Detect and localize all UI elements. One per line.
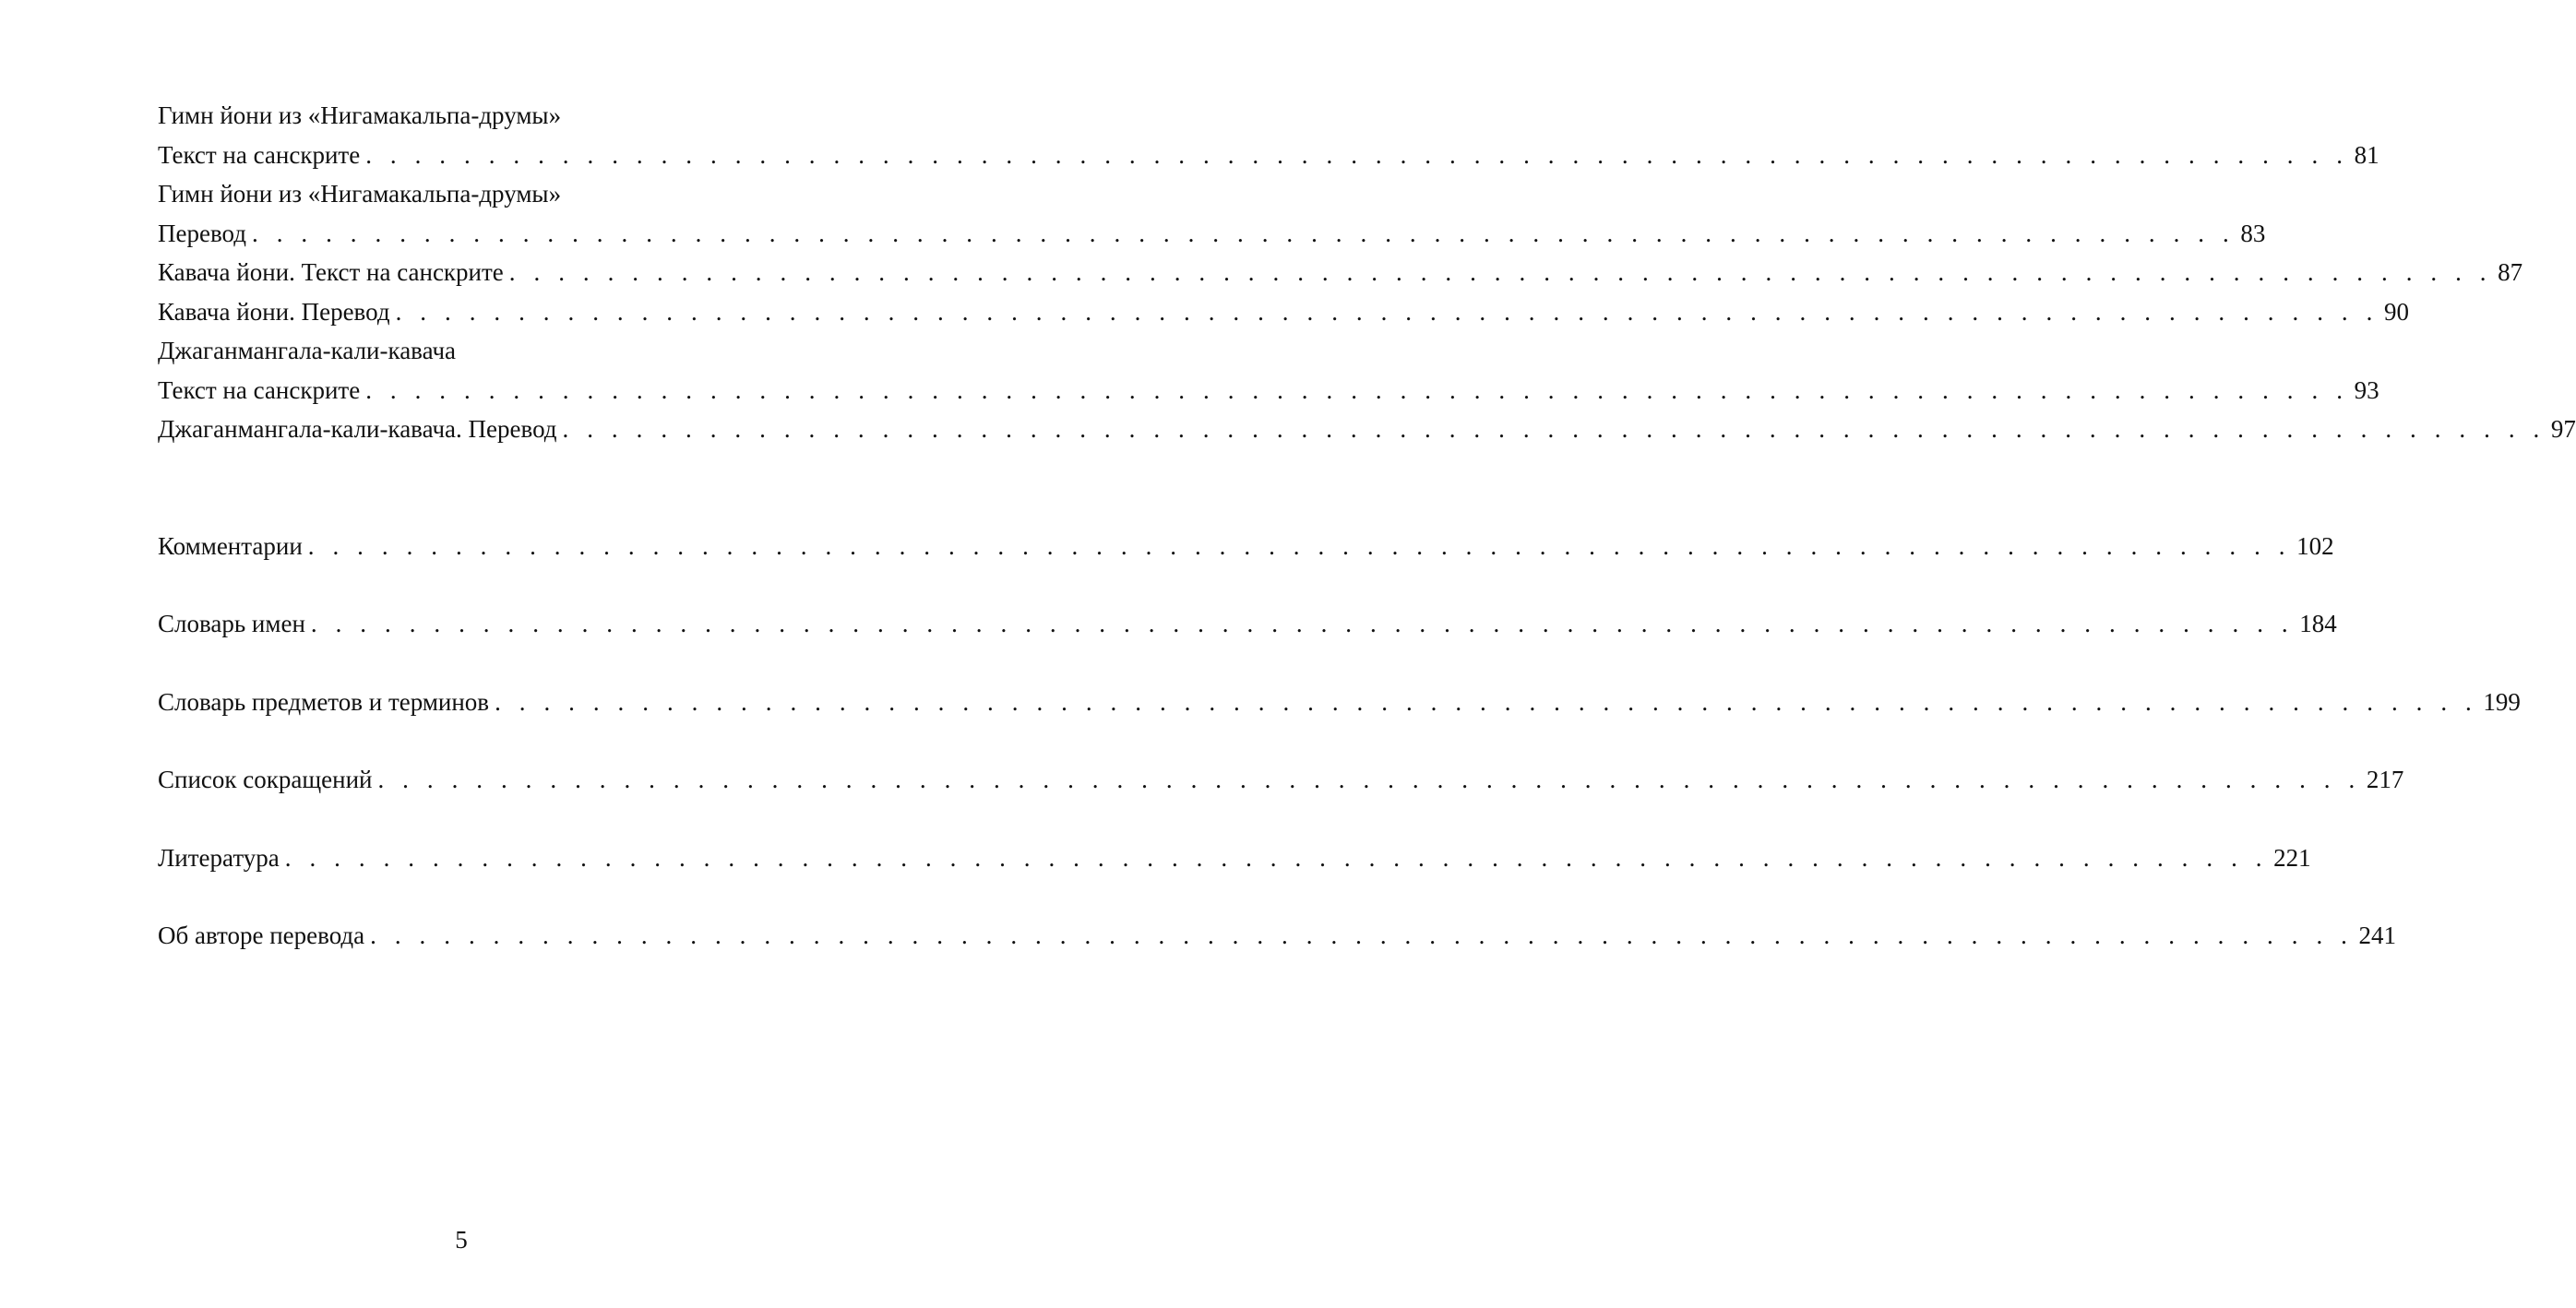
toc-entry-page: 83: [2240, 219, 2266, 247]
toc-entry-page: 184: [2299, 610, 2337, 637]
toc-entry-page: 199: [2483, 687, 2521, 716]
dot-leader: . . . . . . . . . . . . . . . . . . . . . . . . . . . . . . . . . . . . . . . . . . . . . . . . . . . . . . . . . . . . . . . . . . . . . . . . . . . . . . . . .: [395, 297, 2379, 326]
entry-gap: [158, 644, 796, 683]
table-of-contents: [158, 96, 2576, 956]
toc-heading: Джаганмангала-кали-кавача: [158, 337, 457, 364]
toc-entry-title: Комментарии: [158, 531, 303, 560]
toc-entry[interactable]: [158, 214, 2266, 254]
toc-entry[interactable]: [158, 253, 2523, 292]
toc-entry[interactable]: [158, 683, 2521, 722]
dot-leader: . . . . . . . . . . . . . . . . . . . . . . . . . . . . . . . . . . . . . . . . . . . . . . . . . . . . . . . . . . . . . . . . . . . . . . . . . . . . . . . . .: [562, 415, 2546, 443]
toc-entry-title: Текст на санскрите: [158, 375, 361, 404]
toc-entry[interactable]: [158, 136, 2379, 175]
toc-entry-page: 90: [2383, 297, 2409, 326]
toc-entry-title: Кавача йони. Перевод: [158, 297, 390, 326]
dot-leader: . . . . . . . . . . . . . . . . . . . . . . . . . . . . . . . . . . . . . . . . . . . . . . . . . . . . . . . . . . . . . . . . . . . . . . . . . . . . . . . . .: [252, 219, 2236, 247]
page-number: 5: [455, 1226, 468, 1254]
dot-leader: . . . . . . . . . . . . . . . . . . . . . . . . . . . . . . . . . . . . . . . . . . . . . . . . . . . . . . . . . . . . . . . . . . . . . . . . . . . . . . . . .: [377, 766, 2361, 793]
toc-entry-page: 93: [2354, 375, 2379, 404]
toc-entry-title: Словарь предметов и терминов: [158, 687, 490, 716]
entry-gap: [158, 565, 796, 604]
toc-entry-title: Текст на санскрите: [158, 140, 361, 169]
toc-entry-title: Литература: [158, 843, 280, 872]
toc-entry-page: 221: [2273, 843, 2311, 872]
toc-entry[interactable]: [158, 760, 2404, 800]
entry-gap: [158, 721, 796, 760]
toc-entry-title: Джаганмангала-кали-кавача. Перевод: [158, 415, 557, 443]
dot-leader: . . . . . . . . . . . . . . . . . . . . . . . . . . . . . . . . . . . . . . . . . . . . . . . . . . . . . . . . . . . . . . . . . . . . . . . . . . . . . . . . .: [307, 531, 2292, 560]
toc-entry[interactable]: [158, 838, 2311, 878]
toc-entry[interactable]: [158, 410, 2576, 449]
toc-entry[interactable]: [158, 371, 2379, 410]
toc-entry-title: Об авторе перевода: [158, 922, 365, 949]
section-gap: [158, 449, 796, 527]
toc-entry-title: Список сокращений: [158, 766, 373, 793]
toc-entry[interactable]: [158, 292, 2409, 332]
toc-entry-title: Словарь имен: [158, 610, 305, 637]
dot-leader: . . . . . . . . . . . . . . . . . . . . . . . . . . . . . . . . . . . . . . . . . . . . . . . . . . . . . . . . . . . . . . . . . . . . . . . . . . . . . . . . .: [284, 843, 2269, 872]
toc-entry-page: 241: [2358, 922, 2397, 949]
toc-heading: Гимн йони из «Нигамакальпа-друмы»: [158, 180, 562, 208]
toc-entry-page: 87: [2498, 258, 2523, 286]
dot-leader: . . . . . . . . . . . . . . . . . . . . . . . . . . . . . . . . . . . . . . . . . . . . . . . . . . . . . . . . . . . . . . . . . . . . . . . . . . . . . . . . .: [370, 922, 2354, 949]
toc-entry[interactable]: [158, 604, 2337, 644]
toc-entry-page: 81: [2354, 140, 2379, 169]
dot-leader: . . . . . . . . . . . . . . . . . . . . . . . . . . . . . . . . . . . . . . . . . . . . . . . . . . . . . . . . . . . . . . . . . . . . . . . . . . . . . . . . .: [310, 610, 2295, 637]
toc-entry-page: 102: [2296, 531, 2334, 560]
toc-entry[interactable]: [158, 527, 2334, 566]
toc-entry-title: Перевод: [158, 219, 246, 247]
toc-entry[interactable]: [158, 916, 2397, 956]
dot-leader: . . . . . . . . . . . . . . . . . . . . . . . . . . . . . . . . . . . . . . . . . . . . . . . . . . . . . . . . . . . . . . . . . . . . . . . . . . . . . . . . .: [365, 375, 2349, 404]
toc-heading: Гимн йони из «Нигамакальпа-друмы»: [158, 101, 562, 129]
dot-leader: . . . . . . . . . . . . . . . . . . . . . . . . . . . . . . . . . . . . . . . . . . . . . . . . . . . . . . . . . . . . . . . . . . . . . . . . . . . . . . . . .: [495, 687, 2478, 716]
toc-entry-page: 97: [2550, 415, 2576, 443]
toc-entry-page: 217: [2366, 766, 2404, 793]
entry-gap: [158, 877, 796, 916]
toc-entry-title: Кавача йони. Текст на санскрите: [158, 258, 504, 286]
entry-gap: [158, 800, 796, 838]
dot-leader: . . . . . . . . . . . . . . . . . . . . . . . . . . . . . . . . . . . . . . . . . . . . . . . . . . . . . . . . . . . . . . . . . . . . . . . . . . . . . . . . .: [365, 140, 2349, 169]
dot-leader: . . . . . . . . . . . . . . . . . . . . . . . . . . . . . . . . . . . . . . . . . . . . . . . . . . . . . . . . . . . . . . . . . . . . . . . . . . . . . . . . .: [508, 258, 2493, 286]
